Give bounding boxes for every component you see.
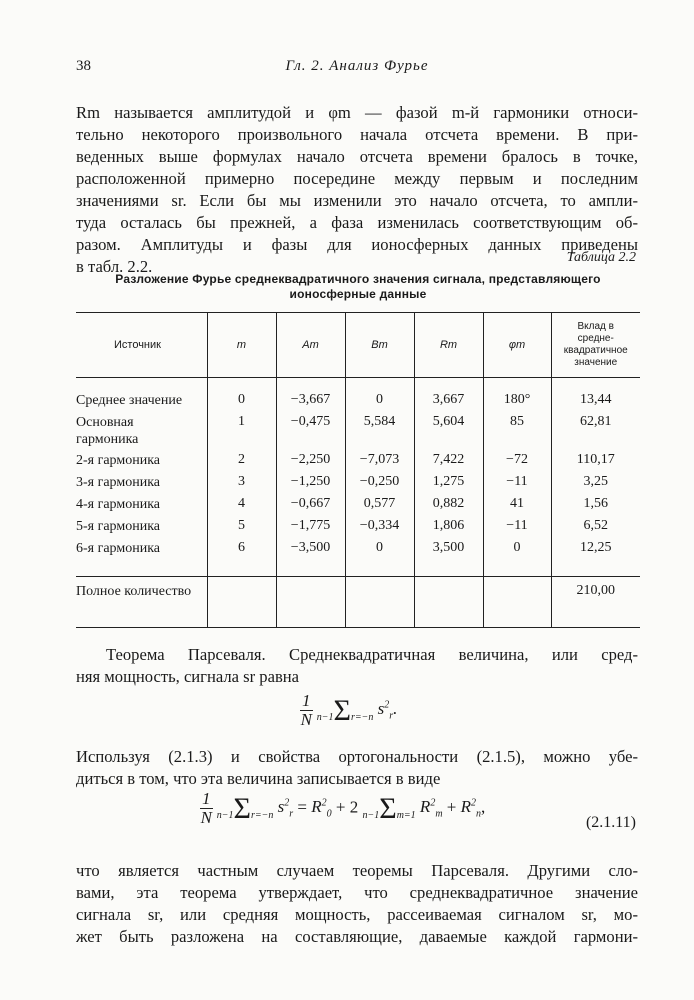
cell-rm: 5,604 [414,414,483,452]
running-header [76,58,638,80]
cell-bm: 0 [345,540,414,562]
cell-contribution: 6,52 [551,518,640,540]
cell-m: 3 [207,474,276,496]
text-line: няя мощность, сигнала sr равна [76,667,300,686]
text-line: диться в том, что эта величина записывается в виде [76,769,441,788]
cell-source: 2-я гармоника [76,453,160,468]
cell-contribution: 3,25 [551,474,640,496]
cell-am: −0,475 [276,414,345,452]
cell-bm: 0,577 [345,496,414,518]
paragraph-orthogonality [76,746,638,790]
table-row [76,392,640,414]
equation-parseval: $\frac{1}{N}$ n−1Σr=−n $s^2_r = R^2_0 + 2$ n−1Σm=1 $R^2_m + R^2_n$, [200,789,486,827]
cell-phi: −11 [483,518,551,540]
cell-contribution: 1,56 [551,496,640,518]
table-row [76,414,640,452]
cell-source: 4-я гармоника [76,497,160,512]
fraction: $\frac{1}{N}$ [200,789,212,827]
paragraph-amplitude-phase [76,102,638,278]
cell-am: −1,775 [276,518,345,540]
sum-symbol: n−1Σr=−n [216,791,274,825]
spacer-row [76,562,640,577]
table-caption [76,272,640,302]
text-line: веденных выше формулах начало отсчета времени бралось в точке, [76,147,638,166]
header-rm: Rm [414,313,483,378]
paragraph-parseval-cont [76,666,638,688]
text-line: значениями sr. Если бы мы изменили это начало отсчета, то ампли- [76,191,638,210]
text-line: сигнала sr, или средняя мощность, рассеиваемая сигналом sr, мо- [76,905,638,924]
text-line: разом. Амплитуды и фазы для ионосферных данных приведены [76,235,638,254]
cell-m: 0 [207,392,276,414]
cell-am: −1,250 [276,474,345,496]
cell-phi: 180° [483,392,551,414]
cell-source: Среднее значение [76,393,183,408]
cell-phi: 85 [483,414,551,452]
chapter-title: Гл. 2. Анализ Фурье [285,58,429,74]
cell-source: 6-я гармоника [76,541,160,556]
sum-symbol: n−1Σr=−n [316,693,374,727]
cell-am: −3,667 [276,392,345,414]
table-row [76,496,640,518]
cell-rm: 1,806 [414,518,483,540]
text-line: в табл. 2.2. [76,257,153,276]
cell-total-label: Полное количество [76,577,207,628]
cell-phi: 0 [483,540,551,562]
header-m: m [207,313,276,378]
cell-source: 5-я гармоника [76,519,160,534]
header-phi: φm [483,313,551,378]
cell-am: −0,667 [276,496,345,518]
equation-number: (2.1.11) [585,814,636,831]
table-row [76,474,640,496]
table-row [76,452,640,474]
paragraph-parseval-meaning [76,860,638,948]
cell-m: 1 [207,414,276,452]
header-bm: Bm [345,313,414,378]
cell-contribution: 12,25 [551,540,640,562]
cell-bm: 5,584 [345,414,414,452]
cell-m: 5 [207,518,276,540]
equation-mean-square: $\frac{1}{N}$ n−1Σr=−n $s^2_r$. [300,691,398,729]
cell-rm: 7,422 [414,452,483,474]
page-number: 38 [76,58,91,74]
text-line: Используя (2.1.3) и свойства ортогональности (2.1.5), можно убе- [76,747,638,766]
cell-rm: 1,275 [414,474,483,496]
cell-phi: 41 [483,496,551,518]
text-line: жет быть разложена на составляющие, даваемые каждой гармони- [76,927,638,946]
text-line: Rm называется амплитудой и φm — фазой m-й гармоники относи- [76,103,638,122]
table-row [76,540,640,562]
table-caption-line: ионосферные данные [289,287,427,301]
cell-source: Основная гармоника [76,415,139,447]
table-row [76,518,640,540]
fourier-table [76,312,640,628]
header-source: Источник [76,313,207,378]
cell-am: −2,250 [276,452,345,474]
cell-am: −3,500 [276,540,345,562]
cell-m: 4 [207,496,276,518]
cell-bm: −7,073 [345,452,414,474]
cell-rm: 3,500 [414,540,483,562]
table-total-row [76,577,640,628]
cell-rm: 3,667 [414,392,483,414]
header-am: Am [276,313,345,378]
table-caption-line: Разложение Фурье среднеквадратичного значения сигнала, представляющего [115,272,601,286]
text-line: Теорема Парсеваля. Среднеквадратичная величина, или сред- [106,645,638,664]
cell-contribution: 13,44 [551,392,640,414]
text-line: вами, эта теорема утверждает, что среднеквадратичное значение [76,883,638,902]
cell-m: 2 [207,452,276,474]
cell-m: 6 [207,540,276,562]
text-line: туда осталась бы прежней, а фаза изменилась соответствующим об- [76,213,638,232]
text-line: тельно некоторого произвольного начала отсчета времени. В при- [76,125,638,144]
table-header-row [76,313,640,378]
fraction: $\frac{1}{N}$ [300,691,312,729]
cell-total-value: 210,00 [551,577,640,628]
cell-bm: −0,250 [345,474,414,496]
sum-symbol: n−1Σm=1 [362,791,416,825]
cell-bm: −0,334 [345,518,414,540]
text-line: расположенной примерно посередине между первым и последним [76,169,638,188]
text-line: что является частным случаем теоремы Парсеваля. Другими сло- [76,861,638,880]
cell-contribution: 62,81 [551,414,640,452]
cell-source: 3-я гармоника [76,475,160,490]
spacer-row [76,378,640,393]
cell-phi: −72 [483,452,551,474]
paragraph-parseval-intro [106,644,638,666]
cell-contribution: 110,17 [551,452,640,474]
cell-rm: 0,882 [414,496,483,518]
cell-bm: 0 [345,392,414,414]
header-contribution: Вклад в средне-квадратичное значение [551,313,640,378]
cell-phi: −11 [483,474,551,496]
table-label: Таблица 2.2 [566,250,636,265]
